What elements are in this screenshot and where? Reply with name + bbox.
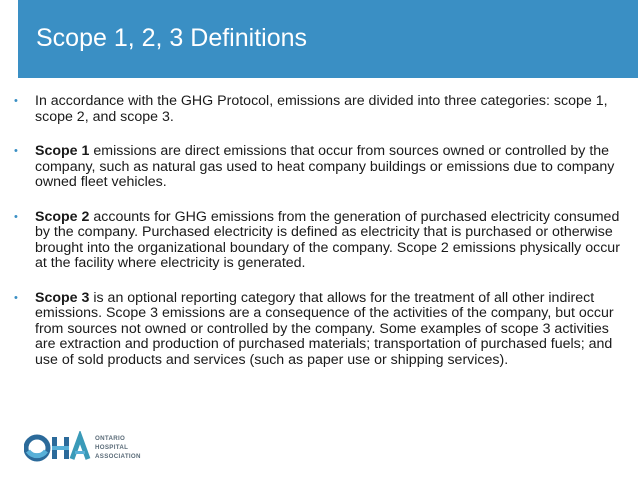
bullet-text: In accordance with the GHG Protocol, emissions are divided into three categories: scope 1, scope 2, and scope 3. bbox=[35, 93, 608, 125]
title-bar bbox=[18, 0, 638, 78]
bullet-term: Scope 3 bbox=[35, 289, 90, 306]
page-title: Scope 1, 2, 3 Definitions bbox=[36, 24, 307, 52]
logo-line-ontario: ONTARIO bbox=[95, 435, 126, 442]
bullet-icon: • bbox=[14, 95, 18, 107]
bullet-text: accounts for GHG emissions from the generation of purchased electricity consumed by the company. Purchased electricity is defined as electricity that is purchased or otherwise brought into the organizational boundary of the company. Scope 2 emissions physically occur at the facility where electricity is generated. bbox=[35, 208, 620, 271]
bullet-icon: • bbox=[14, 145, 18, 157]
bullet-text: is an optional reporting category that allows for the treatment of all other indirect emissions. Scope 3 emissions are a consequence of the activities of the company, but occur from sources not owned or controlled by the company. Some examples of scope 3 activities are extraction and production of purchased materials; transportation of purchased fuels; and use of sold products and services (such as paper use or shipping services). bbox=[35, 289, 614, 368]
bullet-term: Scope 1 bbox=[35, 143, 90, 159]
bullet-term: Scope 2 bbox=[35, 208, 90, 225]
oha-logo-mark-icon bbox=[24, 431, 92, 465]
oha-logo-wordmark bbox=[95, 434, 141, 461]
bullet-text: emissions are direct emissions that occur from sources owned or controlled by the company, such as natural gas used to heat company buildings or emissions due to company owned fleet vehicles. bbox=[35, 143, 615, 190]
bullet-icon: • bbox=[14, 210, 18, 223]
bullet-list bbox=[14, 94, 626, 387]
oha-logo bbox=[24, 431, 164, 467]
bullet-item-scope2 bbox=[14, 210, 626, 272]
bullet-item-scope3 bbox=[14, 291, 626, 369]
logo-line-association: ASSOCIATION bbox=[95, 453, 141, 460]
bullet-item-intro bbox=[14, 94, 626, 125]
logo-line-hospital: HOSPITAL bbox=[95, 444, 129, 451]
bullet-item-scope1 bbox=[14, 144, 626, 191]
bullet-icon: • bbox=[14, 291, 18, 304]
